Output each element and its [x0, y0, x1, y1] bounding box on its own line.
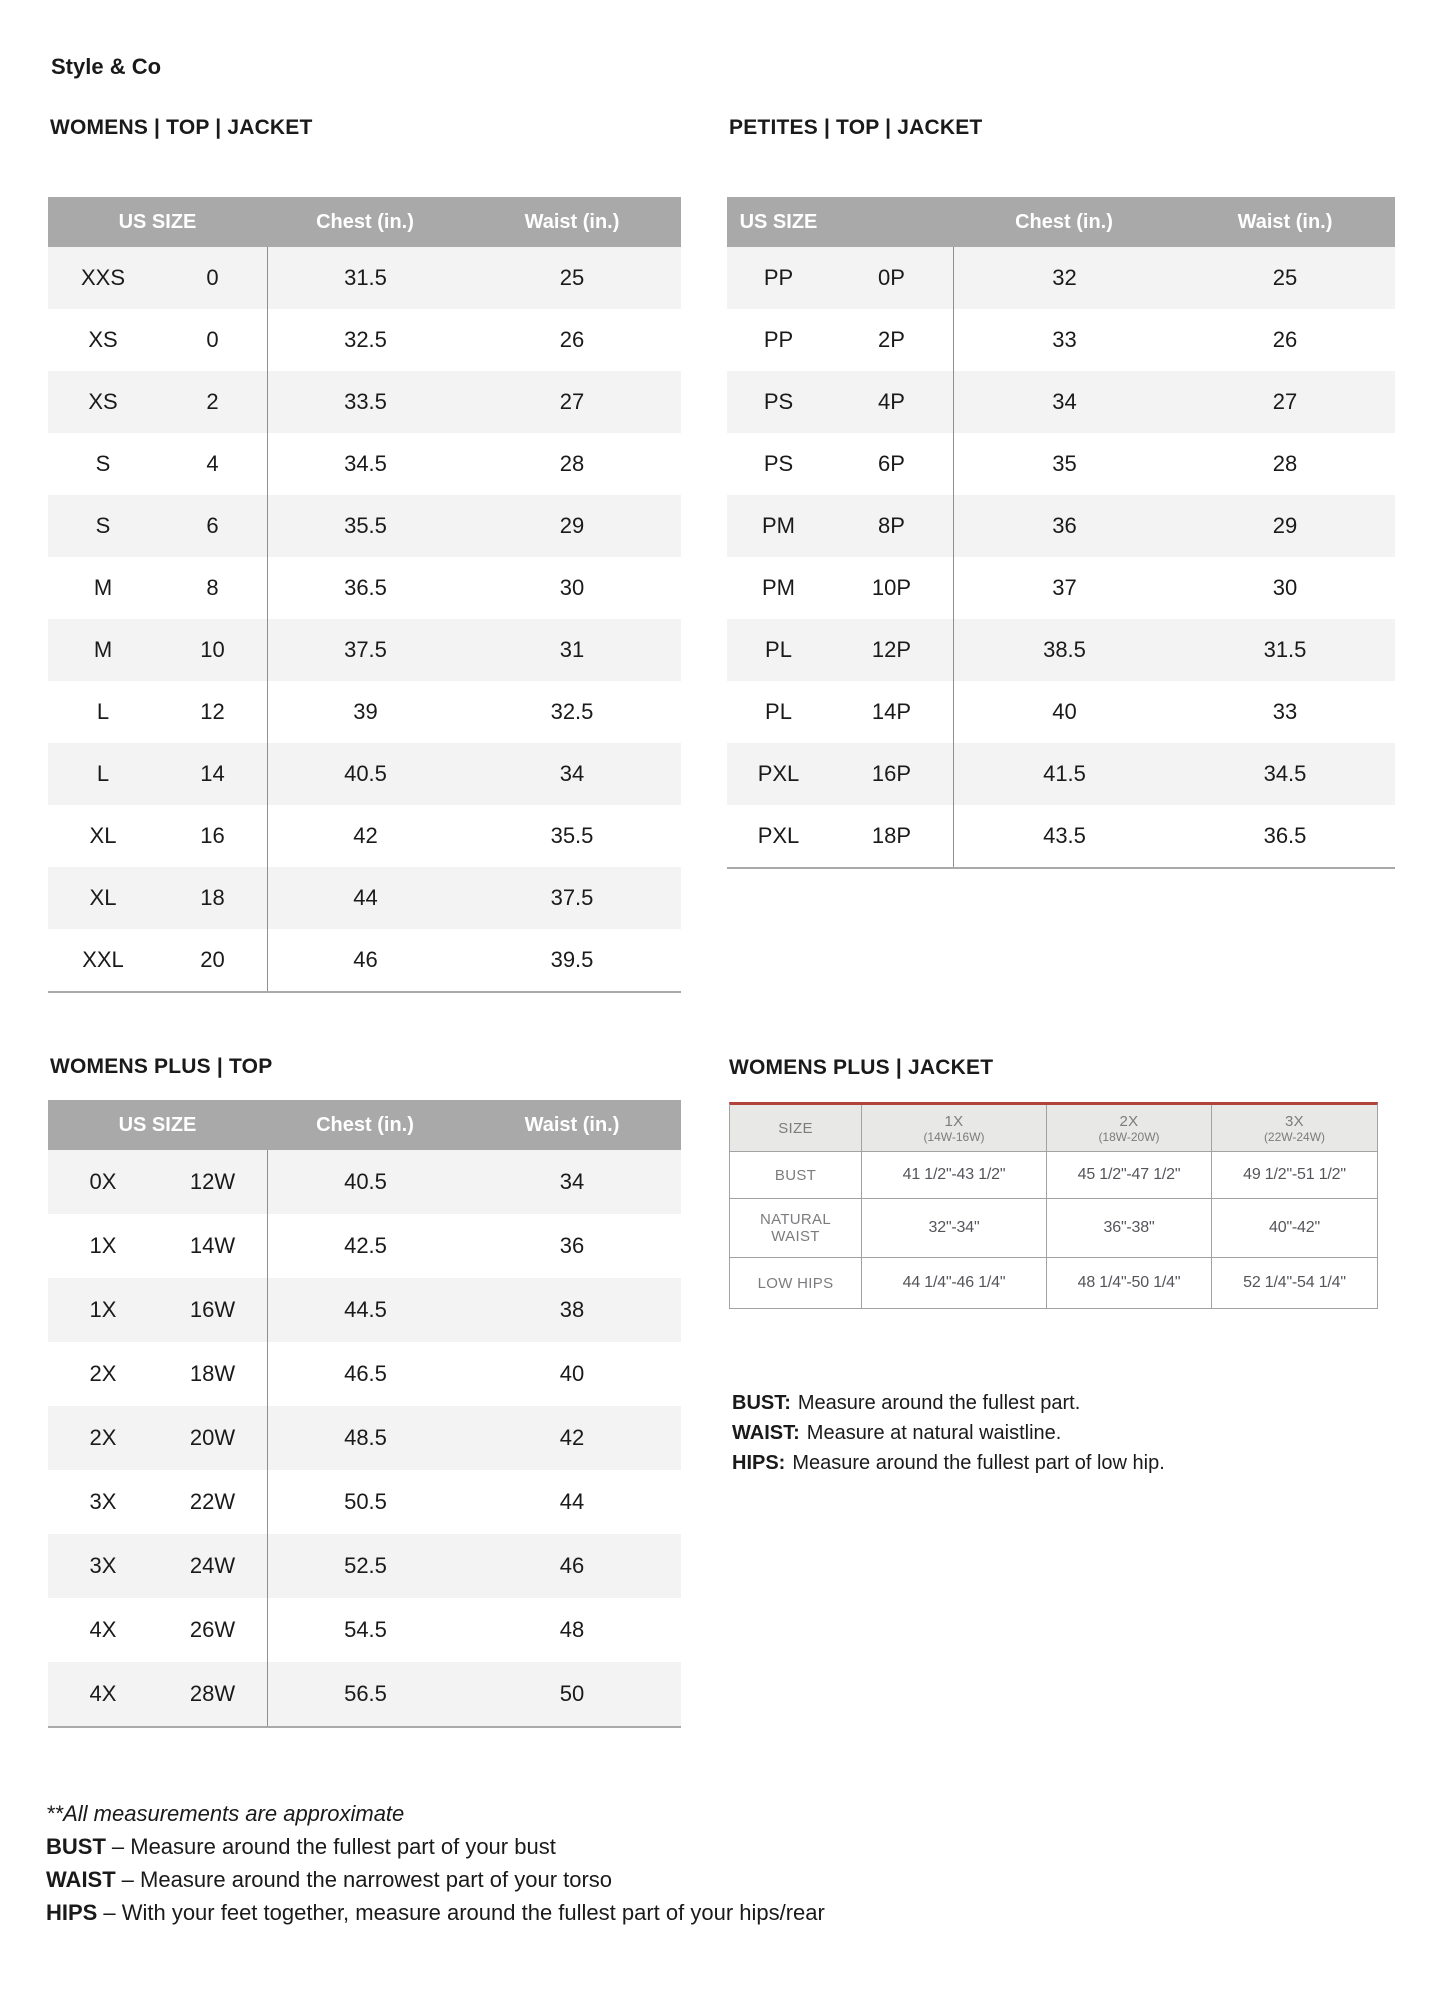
size-number-cell: 2P	[878, 327, 905, 352]
waist-cell: 48	[559, 1617, 585, 1642]
table-row	[48, 743, 681, 805]
measurement-label-cell: LOW HIPS	[757, 1274, 834, 1292]
table-row	[48, 1470, 681, 1534]
size-label-cell: XS	[88, 389, 118, 414]
table-row	[48, 867, 681, 929]
footer-label: BUST	[46, 1834, 106, 1859]
note-label: HIPS:	[732, 1452, 786, 1474]
note-text: Measure around the fullest part.	[797, 1392, 1081, 1414]
chest-cell: 36.5	[267, 557, 463, 619]
size-label-cell: 4X	[89, 1617, 117, 1642]
table-body	[730, 1151, 1377, 1308]
size-label-cell: L	[96, 699, 110, 724]
womens-plus-jacket-table	[729, 1102, 1378, 1309]
table-header-row	[727, 197, 1395, 247]
table-row	[48, 1598, 681, 1662]
size-label-cell: PL	[765, 699, 792, 724]
chest-cell: 32.5	[267, 309, 463, 371]
table-row	[727, 681, 1395, 743]
waist-cell: 31	[559, 637, 585, 662]
waist-cell: 32.5	[550, 699, 594, 724]
waist-cell: 38	[559, 1297, 585, 1322]
size-number-cell: 20	[200, 947, 225, 972]
column-header-size: SIZE	[778, 1119, 813, 1137]
size-label-cell: XXS	[80, 265, 126, 290]
waist-cell: 31.5	[1263, 637, 1307, 662]
column-header-waist: Waist (in.)	[524, 1113, 620, 1136]
waist-cell: 37.5	[550, 885, 594, 910]
chest-cell: 44	[267, 867, 463, 929]
size-label-cell: XXL	[82, 947, 124, 972]
table-row	[48, 681, 681, 743]
chest-cell: 34	[953, 371, 1175, 433]
footer-lines	[46, 1830, 825, 1929]
note-text: Measure at natural waistline.	[806, 1422, 1062, 1444]
size-number-cell: 0P	[878, 265, 905, 290]
size-label-cell: PP	[763, 327, 794, 352]
waist-cell: 40	[559, 1361, 585, 1386]
size-number-cell: 12W	[189, 1169, 236, 1194]
chest-cell: 32	[953, 247, 1175, 309]
table-body	[727, 247, 1395, 869]
footer-line	[46, 1863, 825, 1896]
waist-cell: 26	[559, 327, 585, 352]
column-header-us-size: US SIZE	[118, 210, 197, 233]
chest-cell: 46.5	[267, 1342, 463, 1406]
size-number-cell: 16	[200, 823, 225, 848]
table-row	[48, 619, 681, 681]
size-label-cell: PXL	[757, 823, 800, 848]
waist-cell: 39.5	[550, 947, 594, 972]
size-label-cell: PXL	[757, 761, 800, 786]
footer-text: – Measure around the fullest part of your bust	[111, 1834, 556, 1859]
size-number-cell: 4	[206, 451, 219, 476]
chest-cell: 54.5	[267, 1598, 463, 1662]
footer-line	[46, 1830, 825, 1863]
range-3x-cell: 52 1/4"-54 1/4"	[1211, 1258, 1377, 1308]
table-row	[727, 743, 1395, 805]
measurement-label-cell: NATURAL WAIST	[760, 1211, 831, 1245]
waist-cell: 29	[1272, 513, 1298, 538]
size-label-cell: PM	[762, 513, 795, 538]
table-row	[48, 1150, 681, 1214]
table-row	[727, 619, 1395, 681]
size-label-cell: PS	[763, 389, 794, 414]
waist-cell: 27	[1272, 389, 1298, 414]
size-label-cell: PL	[765, 637, 792, 662]
column-header-chest: Chest (in.)	[316, 1113, 414, 1136]
table-row	[48, 371, 681, 433]
footer-text: – Measure around the narrowest part of your torso	[121, 1867, 613, 1892]
waist-cell: 44	[559, 1489, 585, 1514]
table-body	[48, 1150, 681, 1728]
size-label-cell: 2X	[89, 1361, 117, 1386]
chest-cell: 36	[953, 495, 1175, 557]
size-label-cell: XS	[88, 327, 118, 352]
size-label-cell: L	[96, 761, 110, 786]
measurement-label-cell: BUST	[774, 1166, 817, 1184]
size-number-cell: 2	[206, 389, 219, 414]
size-label-cell: S	[95, 513, 111, 538]
range-3x-cell: 49 1/2"-51 1/2"	[1211, 1152, 1377, 1198]
petites-top-jacket-table	[727, 197, 1395, 869]
table-row	[48, 1406, 681, 1470]
column-header-us-size: US SIZE	[739, 210, 818, 233]
size-number-cell: 22W	[189, 1489, 236, 1514]
table-row	[727, 557, 1395, 619]
waist-cell: 34.5	[1263, 761, 1307, 786]
size-number-cell: 10	[200, 637, 225, 662]
waist-cell: 26	[1272, 327, 1298, 352]
table-row	[730, 1151, 1377, 1198]
womens-plus-top-heading: WOMENS PLUS | TOP	[50, 1055, 273, 1078]
table-row	[48, 1278, 681, 1342]
chest-cell: 40.5	[267, 1150, 463, 1214]
footer-notes	[46, 1797, 825, 1929]
table-row	[48, 1534, 681, 1598]
waist-cell: 46	[559, 1553, 585, 1578]
chest-cell: 31.5	[267, 247, 463, 309]
womens-top-jacket-heading: WOMENS | TOP | JACKET	[50, 116, 313, 139]
size-range-sublabel: (22W-24W)	[1263, 1129, 1326, 1144]
column-header-chest: Chest (in.)	[316, 210, 414, 233]
brand-title: Style & Co	[51, 54, 162, 79]
womens-plus-top-table	[48, 1100, 681, 1728]
waist-cell: 28	[559, 451, 585, 476]
size-label-cell: 2X	[89, 1425, 117, 1450]
table-row	[727, 247, 1395, 309]
column-header-3x: 3X (22W-24W)	[1211, 1105, 1377, 1151]
footer-line	[46, 1896, 825, 1929]
size-number-cell: 14P	[871, 699, 912, 724]
womens-plus-jacket-heading: WOMENS PLUS | JACKET	[729, 1056, 994, 1079]
chest-cell: 48.5	[267, 1406, 463, 1470]
waist-cell: 36	[559, 1233, 585, 1258]
size-label-cell: 3X	[89, 1553, 117, 1578]
table-row	[48, 805, 681, 867]
table-row	[727, 805, 1395, 867]
column-header-1x: 1X (14W-16W)	[861, 1105, 1046, 1151]
waist-cell: 28	[1272, 451, 1298, 476]
chest-cell: 37	[953, 557, 1175, 619]
size-number-cell: 12P	[871, 637, 912, 662]
table-row	[727, 309, 1395, 371]
table-header-row	[48, 197, 681, 247]
table-row	[48, 1342, 681, 1406]
chest-cell: 34.5	[267, 433, 463, 495]
table-row	[48, 247, 681, 309]
chest-cell: 33	[953, 309, 1175, 371]
table-row	[727, 433, 1395, 495]
footer-text: – With your feet together, measure around the fullest part of your hips/rear	[103, 1900, 825, 1925]
table-row	[48, 1662, 681, 1726]
chest-cell: 37.5	[267, 619, 463, 681]
chest-cell: 44.5	[267, 1278, 463, 1342]
size-number-cell: 20W	[189, 1425, 236, 1450]
chest-cell: 52.5	[267, 1534, 463, 1598]
chest-cell: 42	[267, 805, 463, 867]
size-number-cell: 8P	[878, 513, 905, 538]
chest-cell: 43.5	[953, 805, 1175, 867]
waist-cell: 34	[559, 1169, 585, 1194]
size-label-cell: 0X	[89, 1169, 117, 1194]
size-label-cell: XL	[89, 885, 117, 910]
table-row	[727, 371, 1395, 433]
table-row	[48, 929, 681, 991]
waist-cell: 27	[559, 389, 585, 414]
table-header-row	[730, 1105, 1377, 1151]
table-body	[48, 247, 681, 993]
waist-cell: 30	[1272, 575, 1298, 600]
column-header-us-size: US SIZE	[118, 1113, 197, 1136]
size-range-sublabel: (14W-16W)	[923, 1129, 985, 1144]
waist-cell: 25	[1272, 265, 1298, 290]
chest-cell: 33.5	[267, 371, 463, 433]
petites-top-jacket-heading: PETITES | TOP | JACKET	[729, 116, 983, 139]
note-label: WAIST:	[732, 1422, 800, 1444]
size-label-cell: M	[93, 575, 113, 600]
column-header-waist: Waist (in.)	[524, 210, 620, 233]
range-3x-cell: 40"-42"	[1211, 1199, 1377, 1257]
range-1x-cell: 44 1/4"-46 1/4"	[861, 1258, 1046, 1308]
range-2x-cell: 48 1/4"-50 1/4"	[1046, 1258, 1211, 1308]
size-label-cell: M	[93, 637, 113, 662]
range-1x-cell: 41 1/2"-43 1/2"	[861, 1152, 1046, 1198]
size-number-cell: 18W	[189, 1361, 236, 1386]
waist-cell: 35.5	[550, 823, 594, 848]
size-number-cell: 16W	[189, 1297, 236, 1322]
chest-cell: 40	[953, 681, 1175, 743]
table-row	[48, 309, 681, 371]
size-number-cell: 14	[200, 761, 225, 786]
size-range-sublabel: (18W-20W)	[1098, 1129, 1160, 1144]
table-row	[48, 557, 681, 619]
waist-cell: 33	[1272, 699, 1298, 724]
waist-cell: 34	[559, 761, 585, 786]
size-label-cell: 4X	[89, 1681, 117, 1706]
note-line	[732, 1388, 1165, 1418]
range-1x-cell: 32"-34"	[861, 1199, 1046, 1257]
waist-cell: 29	[559, 513, 585, 538]
column-header-chest: Chest (in.)	[1015, 210, 1113, 233]
waist-cell: 25	[559, 265, 585, 290]
note-line	[732, 1448, 1165, 1478]
size-label-cell: PM	[762, 575, 795, 600]
size-number-cell: 0	[206, 327, 219, 352]
chest-cell: 35	[953, 433, 1175, 495]
table-row	[727, 495, 1395, 557]
table-row	[730, 1198, 1377, 1257]
size-label-cell: PS	[763, 451, 794, 476]
waist-cell: 30	[559, 575, 585, 600]
chest-cell: 38.5	[953, 619, 1175, 681]
size-number-cell: 10P	[871, 575, 912, 600]
chest-cell: 39	[267, 681, 463, 743]
size-number-cell: 6	[206, 513, 219, 538]
size-label-cell: 1X	[89, 1297, 117, 1322]
range-2x-cell: 45 1/2"-47 1/2"	[1046, 1152, 1211, 1198]
chest-cell: 50.5	[267, 1470, 463, 1534]
range-2x-cell: 36"-38"	[1046, 1199, 1211, 1257]
size-number-cell: 6P	[878, 451, 905, 476]
size-number-cell: 4P	[878, 389, 905, 414]
size-number-cell: 24W	[189, 1553, 236, 1578]
measurement-notes	[732, 1388, 1165, 1478]
size-number-cell: 26W	[189, 1617, 236, 1642]
chest-cell: 56.5	[267, 1662, 463, 1726]
size-number-cell: 0	[206, 265, 219, 290]
note-line	[732, 1418, 1165, 1448]
waist-cell: 36.5	[1263, 823, 1307, 848]
chest-cell: 35.5	[267, 495, 463, 557]
size-number-cell: 8	[206, 575, 219, 600]
size-number-cell: 18	[200, 885, 225, 910]
table-row	[730, 1257, 1377, 1308]
size-number-cell: 28W	[189, 1681, 236, 1706]
size-number-cell: 16P	[871, 761, 912, 786]
chest-cell: 40.5	[267, 743, 463, 805]
column-header-2x: 2X (18W-20W)	[1046, 1105, 1211, 1151]
chest-cell: 46	[267, 929, 463, 991]
size-number-cell: 18P	[871, 823, 912, 848]
size-label-cell: S	[95, 451, 111, 476]
table-row	[48, 433, 681, 495]
disclaimer-text: **All measurements are approximate	[46, 1801, 405, 1826]
womens-top-jacket-table	[48, 197, 681, 993]
size-label-cell: PP	[763, 265, 794, 290]
table-row	[48, 1214, 681, 1278]
size-label-cell: XL	[89, 823, 117, 848]
chest-cell: 41.5	[953, 743, 1175, 805]
column-header-waist: Waist (in.)	[1237, 210, 1333, 233]
waist-cell: 42	[559, 1425, 585, 1450]
footer-label: HIPS	[46, 1900, 98, 1925]
table-header-row	[48, 1100, 681, 1150]
size-number-cell: 12	[200, 699, 225, 724]
note-label: BUST:	[732, 1392, 791, 1414]
size-number-cell: 14W	[189, 1233, 236, 1258]
footer-label: WAIST	[46, 1867, 116, 1892]
table-row	[48, 495, 681, 557]
note-text: Measure around the fullest part of low hip.	[792, 1452, 1165, 1474]
chest-cell: 42.5	[267, 1214, 463, 1278]
waist-cell: 50	[559, 1681, 585, 1706]
size-label-cell: 1X	[89, 1233, 117, 1258]
size-label-cell: 3X	[89, 1489, 117, 1514]
